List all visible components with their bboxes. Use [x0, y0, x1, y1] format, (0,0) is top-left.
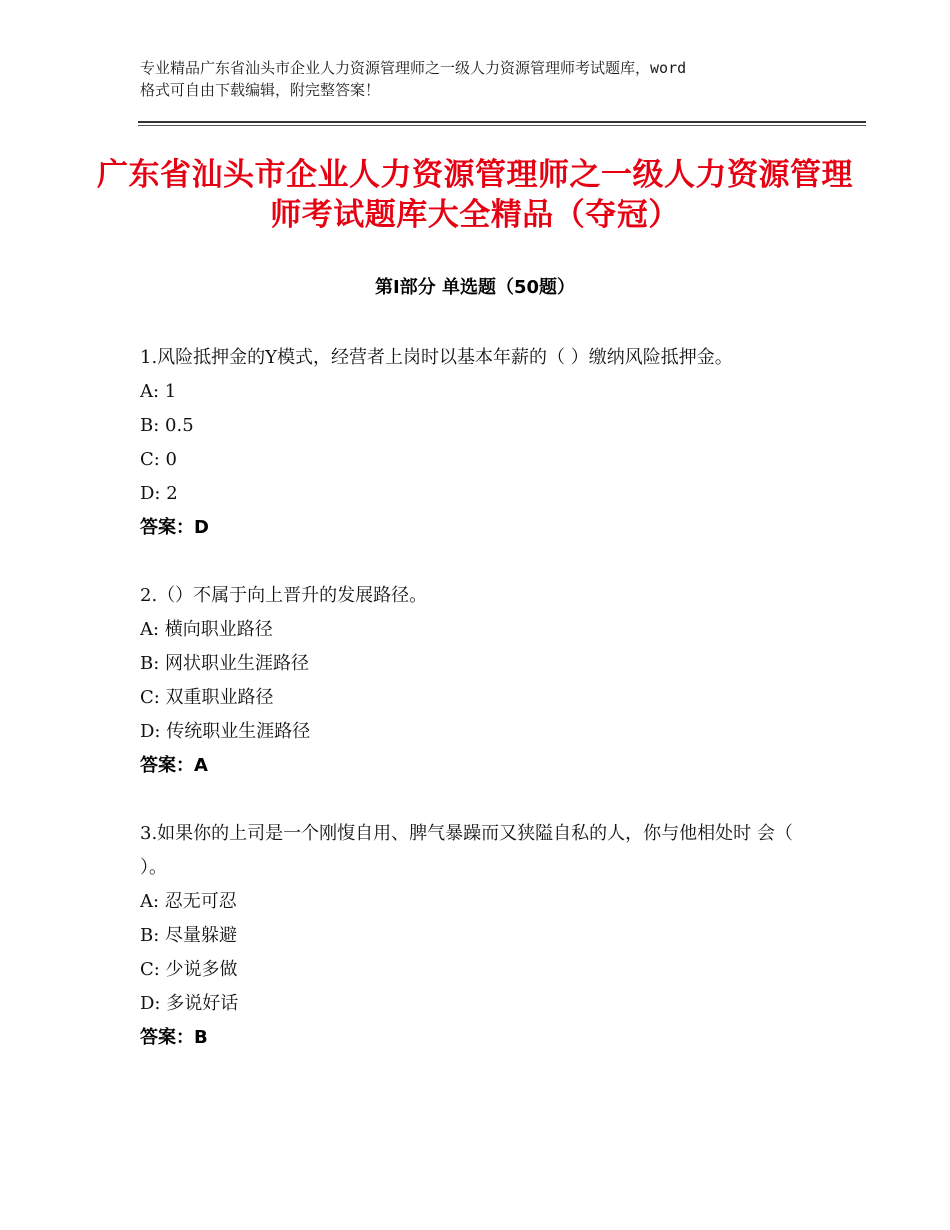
header-note: 专业精品广东省汕头市企业人力资源管理师之一级人力资源管理师考试题库，word 格式可自由下载编辑，附完整答案！	[140, 59, 687, 99]
question-stem: 3.如果你的上司是一个刚愎自用、脾气暴躁而又狭隘自私的人，你与他相处时 会（ ）。	[140, 823, 793, 878]
option-c: C: 双重职业路径	[140, 687, 274, 708]
question-stem: 1.风险抵押金的Y模式，经营者上岗时以基本年薪的（ ）缴纳风险抵押金。	[140, 347, 733, 368]
question-2	[140, 579, 820, 783]
option-b: B: 尽量躲避	[140, 925, 238, 946]
option-b: B: 网状职业生涯路径	[140, 653, 310, 674]
option-a: A: 1	[140, 381, 177, 402]
answer: 答案：B	[140, 1027, 208, 1048]
header-rule-thin	[138, 125, 866, 126]
answer: 答案：A	[140, 755, 208, 776]
option-c: C: 0	[140, 449, 178, 470]
question-3	[140, 817, 820, 1055]
question-list	[140, 341, 820, 1089]
question-1	[140, 341, 820, 545]
question-stem: 2.（）不属于向上晋升的发展路径。	[140, 585, 428, 606]
option-b: B: 0.5	[140, 415, 194, 436]
option-d: D: 传统职业生涯路径	[140, 721, 311, 742]
option-d: D: 多说好话	[140, 993, 239, 1014]
option-a: A: 横向职业路径	[140, 619, 273, 640]
option-c: C: 少说多做	[140, 959, 238, 980]
option-a: A: 忍无可忍	[140, 891, 237, 912]
document-title: 广东省汕头市企业人力资源管理师之一级人力资源管理师考试题库大全精品（夺冠）	[97, 157, 853, 233]
section-heading: 第Ⅰ部分 单选题（50题）	[374, 277, 575, 298]
answer: 答案：D	[140, 517, 209, 538]
option-d: D: 2	[140, 483, 178, 504]
header-rule-thick	[138, 121, 866, 123]
